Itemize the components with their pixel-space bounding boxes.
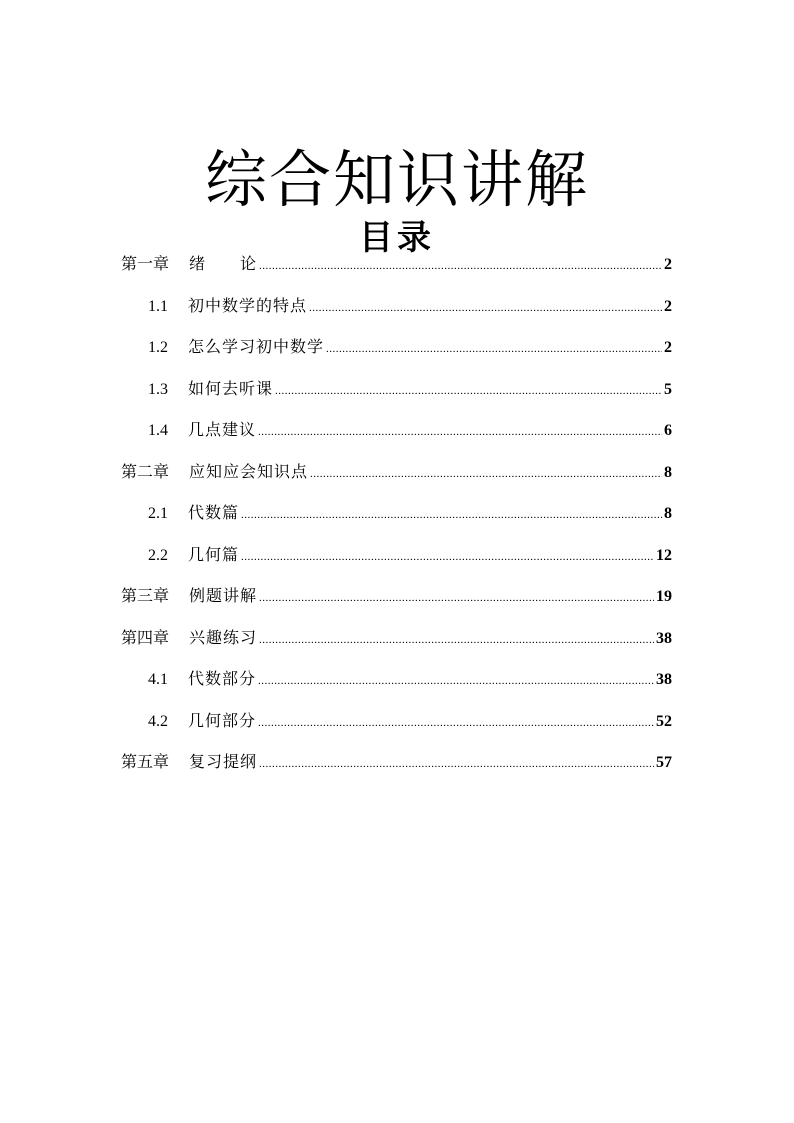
toc-entry-label: 几何部分 (188, 710, 257, 730)
toc-entry-chapter-3[interactable] (121, 582, 672, 624)
toc-leader-dots (241, 501, 662, 529)
document-title: 综合知识讲解 (204, 142, 589, 216)
toc-entry-chapter-4[interactable] (121, 624, 672, 666)
toc-entry-number: 1.2 (148, 339, 168, 356)
toc-leader-dots (310, 460, 662, 488)
toc-entry-page: 52 (656, 712, 672, 730)
toc-leader-dots (259, 252, 662, 280)
toc-entry-number: 4.2 (148, 712, 168, 730)
toc-leader-dots (309, 294, 662, 322)
toc-entry-1-4[interactable] (121, 416, 672, 458)
toc-entry-number: 1.4 (148, 422, 168, 439)
toc-entry-label: 兴趣练习 (189, 627, 258, 647)
toc-leader-dots (241, 543, 654, 571)
toc-entry-chapter-1[interactable] (121, 250, 672, 292)
toc-entry-1-1[interactable] (121, 292, 672, 334)
toc-entry-number: 1.1 (148, 297, 168, 315)
toc-leader-dots (258, 667, 654, 695)
toc-entry-page: 2 (664, 256, 672, 273)
toc-entry-number: 第一章 (121, 254, 170, 273)
toc-entry-page: 12 (656, 546, 672, 564)
toc-leader-dots (259, 750, 654, 778)
toc-entry-page: 38 (656, 629, 672, 647)
toc-entry-label: 例题讲解 (189, 586, 258, 605)
toc-entry-2-1[interactable] (121, 499, 672, 541)
toc-entry-label: 几点建议 (188, 420, 257, 439)
toc-leader-dots (275, 377, 662, 405)
toc-entry-4-1[interactable] (121, 665, 672, 707)
toc-entry-label: 绪 论 (189, 254, 258, 273)
toc-entry-page: 8 (664, 505, 672, 522)
toc-entry-page: 38 (656, 671, 672, 688)
toc-entry-label: 怎么学习初中数学 (188, 337, 325, 356)
toc-entry-page: 57 (656, 754, 672, 771)
toc-entry-1-3[interactable] (121, 375, 672, 417)
toc-entry-page: 6 (664, 422, 672, 439)
toc-leader-dots (258, 418, 662, 446)
toc-entry-number: 2.2 (148, 546, 168, 564)
toc-entry-page: 8 (664, 463, 672, 481)
toc-entry-chapter-2[interactable] (121, 458, 672, 500)
toc-entry-label: 如何去听课 (188, 378, 274, 398)
toc-leader-dots (259, 584, 654, 612)
toc-leader-dots (326, 335, 662, 363)
toc-entry-page: 5 (664, 380, 672, 398)
toc-entry-number: 第四章 (121, 627, 170, 647)
toc-entry-4-2[interactable] (121, 707, 672, 749)
toc-entry-chapter-5[interactable] (121, 748, 672, 790)
toc-entry-label: 代数篇 (188, 503, 240, 522)
toc-entry-2-2[interactable] (121, 541, 672, 583)
toc-leader-dots (259, 626, 654, 654)
toc-entry-number: 第五章 (121, 752, 170, 771)
toc-entry-label: 初中数学的特点 (188, 295, 308, 315)
toc-entry-label: 几何篇 (188, 544, 240, 564)
toc-entry-number: 1.3 (148, 380, 168, 398)
toc-entry-page: 2 (664, 297, 672, 315)
toc-leader-dots (258, 709, 654, 737)
toc-entry-label: 应知应会知识点 (189, 461, 309, 481)
toc-entry-number: 2.1 (148, 505, 168, 522)
toc-entry-1-2[interactable] (121, 333, 672, 375)
toc-entry-number: 第二章 (121, 461, 170, 481)
toc-entry-label: 代数部分 (188, 669, 257, 688)
toc-entry-label: 复习提纲 (189, 752, 258, 771)
toc-entry-number: 4.1 (148, 671, 168, 688)
table-of-contents (121, 250, 672, 790)
toc-entry-page: 19 (656, 588, 672, 605)
toc-entry-page: 2 (664, 339, 672, 356)
toc-entry-number: 第三章 (121, 586, 170, 605)
toc-heading: 目录 (359, 218, 435, 259)
